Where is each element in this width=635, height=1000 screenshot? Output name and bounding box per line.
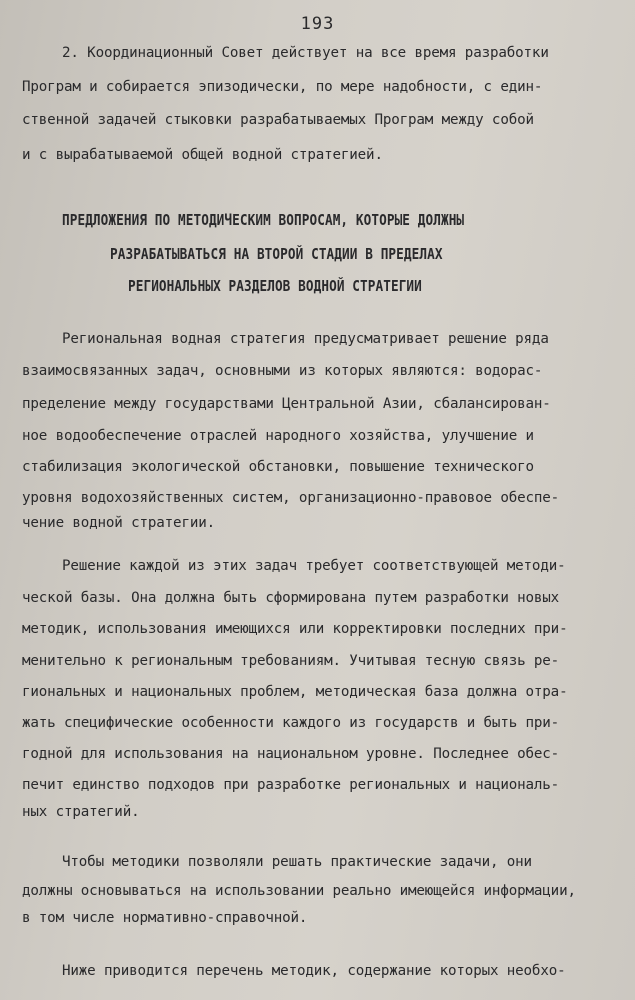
text-line: Чтобы методики позволяли решать практические задачи, они (62, 854, 532, 870)
text-line: 2. Координационный Совет действует на все время разработки (62, 45, 549, 61)
text-line: Решение каждой из этих задач требует соответствующей методи- (62, 558, 566, 574)
text-line: уровня водохозяйственных систем, организационно-правовое обеспе- (22, 490, 560, 506)
text-line: Ниже приводится перечень методик, содержание которых необхо- (62, 963, 566, 979)
heading-line: ПРЕДЛОЖЕНИЯ ПО МЕТОДИЧЕСКИМ ВОПРОСАМ, КОТОРЫЕ ДОЛЖНЫ (62, 211, 465, 229)
heading-line: РЕГИОНАЛЬНЫХ РАЗДЕЛОВ ВОДНОЙ СТРАТЕГИИ (128, 277, 422, 295)
text-line: Региональная водная стратегия предусматривает решение ряда (62, 331, 549, 347)
heading-line: РАЗРАБАТЫВАТЬСЯ НА ВТОРОЙ СТАДИИ В ПРЕДЕЛАХ (110, 245, 443, 263)
text-line: годной для использования на национальном уровне. Последнее обес- (22, 746, 560, 762)
text-line: чение водной стратегии. (22, 515, 216, 531)
text-line: взаимосвязанных задач, основными из которых являются: водорас- (22, 363, 543, 379)
text-line: ное водообеспечение отраслей народного хозяйства, улучшение и (22, 428, 534, 444)
text-line: менительно к региональным требованиям. Учитывая тесную связь ре- (22, 653, 560, 669)
text-line: стабилизация экологической обстановки, повышение технического (22, 459, 534, 475)
page-number: 193 (300, 14, 335, 34)
text-line: должны основываться на использовании реально имеющейся информации, (22, 883, 576, 899)
text-line: ческой базы. Она должна быть сформирована путем разработки новых (22, 590, 560, 606)
text-line: пределение между государствами Центральной Азии, сбалансирован- (22, 396, 551, 412)
text-line: ных стратегий. (22, 804, 140, 820)
text-line: гиональных и национальных проблем, методическая база должна отра- (22, 684, 568, 700)
text-line: в том числе нормативно-справочной. (22, 910, 308, 926)
text-line: методик, использования имеющихся или корректировки последних при- (22, 621, 568, 637)
text-line: жать специфические особенности каждого из государств и быть при- (22, 715, 560, 731)
text-line: Програм и собирается эпизодически, по мере надобности, с един- (22, 79, 543, 95)
text-line: и с вырабатываемой общей водной стратегией. (22, 147, 383, 163)
text-line: ственной задачей стыковки разрабатываемых Програм между собой (22, 112, 534, 128)
text-line: печит единство подходов при разработке региональных и националь- (22, 777, 560, 793)
